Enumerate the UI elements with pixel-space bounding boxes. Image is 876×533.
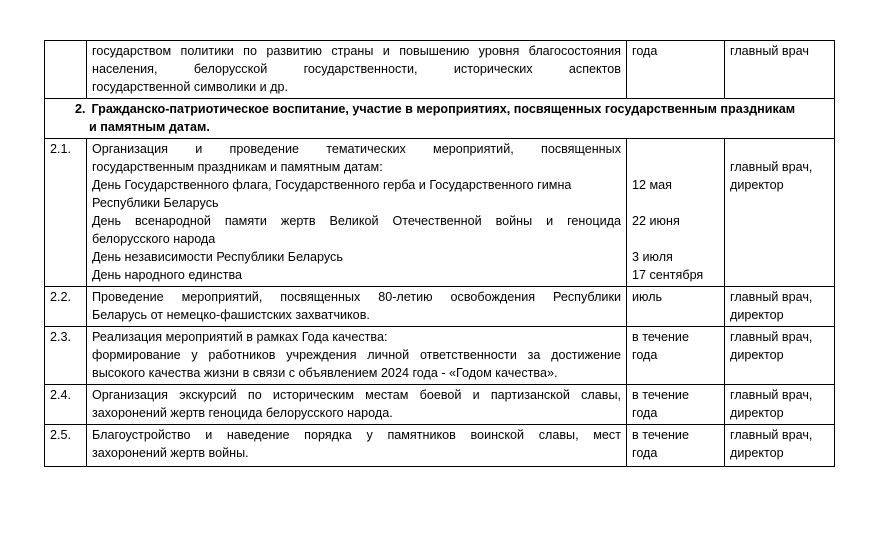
text-line: высокого качества жизни в связи с объявлением 2024 года - «Годом качества».	[92, 366, 558, 380]
event-line: белорусского народа	[92, 232, 216, 246]
cell-text	[87, 41, 627, 99]
cell-text	[87, 287, 627, 327]
text-line: Организация экскурсий по историческим местам боевой и партизанской славы,	[92, 388, 621, 402]
text-line: Беларусь от немецко-фашистских захватчиков.	[92, 308, 370, 322]
date-line: года	[632, 406, 658, 420]
responsible-line: главный врач,	[730, 330, 813, 344]
date-line: в течение	[632, 428, 689, 442]
text-line: захоронений жертв войны.	[92, 446, 249, 460]
responsible-line: директор	[730, 446, 784, 460]
table-row	[45, 287, 835, 327]
text-line: захоронений жертв геноцида белорусского народа.	[92, 406, 393, 420]
section-title-line1: Гражданско-патриотическое воспитание, участие в мероприятиях, посвященных государственным праздникам	[91, 102, 796, 116]
date-line: в течение	[632, 330, 689, 344]
text-line: государственной символики и др.	[92, 80, 288, 94]
event-date: 17 сентября	[632, 268, 704, 282]
responsible-line: главный врач,	[730, 428, 813, 442]
section-header-row	[45, 99, 835, 139]
event-line: Республики Беларусь	[92, 196, 219, 210]
section-title	[45, 99, 835, 139]
cell-num: 2.2.	[45, 287, 87, 327]
cell-num: 2.3.	[45, 327, 87, 385]
event-date: 12 мая	[632, 178, 672, 192]
event-line: День Государственного флага, Государственного герба и Государственного гимна	[92, 178, 572, 192]
table-row	[45, 327, 835, 385]
event-line: День народного единства	[92, 268, 243, 282]
cell-text	[87, 327, 627, 385]
event-line: День независимости Республики Беларусь	[92, 250, 343, 264]
text-line: формирование у работников учреждения личной ответственности за достижение	[92, 348, 621, 362]
cell-responsible	[725, 327, 835, 385]
table-row	[45, 139, 835, 287]
text-line: Проведение мероприятий, посвященных 80-летию освобождения Республики	[92, 290, 621, 304]
plan-table	[44, 40, 835, 467]
cell-text	[87, 425, 627, 467]
event-date: 22 июня	[632, 214, 680, 228]
responsible-line: директор	[730, 178, 784, 192]
event-line: День всенародной памяти жертв Великой Отечественной войны и геноцида	[92, 214, 621, 228]
responsible-line: главный врач,	[730, 160, 813, 174]
cell-responsible: главный врач	[725, 41, 835, 99]
cell-date	[627, 425, 725, 467]
cell-date	[627, 327, 725, 385]
responsible-line: главный врач,	[730, 290, 813, 304]
text-line: населения, белорусской государственности, исторических аспектов	[92, 62, 621, 76]
cell-responsible	[725, 385, 835, 425]
date-line: года	[632, 348, 658, 362]
date-line: года	[632, 446, 658, 460]
responsible-line: главный врач,	[730, 388, 813, 402]
event-date: 3 июля	[632, 250, 673, 264]
cell-responsible	[725, 139, 835, 287]
text-line: Благоустройство и наведение порядка у памятников воинской славы, мест	[92, 428, 621, 442]
text-line: государственным праздникам и памятным датам:	[92, 160, 383, 174]
table-row	[45, 385, 835, 425]
responsible-line: директор	[730, 406, 784, 420]
text-line: Организация и проведение тематических мероприятий, посвященных	[92, 142, 621, 156]
cell-num: 2.4.	[45, 385, 87, 425]
responsible-line: директор	[730, 348, 784, 362]
text-line: государством политики по развитию страны и повышению уровня благосостояния	[92, 44, 621, 58]
date-line: в течение	[632, 388, 689, 402]
cell-date: года	[627, 41, 725, 99]
table-row	[45, 425, 835, 467]
cell-num: 2.1.	[45, 139, 87, 287]
cell-date	[627, 385, 725, 425]
cell-responsible	[725, 425, 835, 467]
cell-text	[87, 139, 627, 287]
section-number: 2.	[75, 102, 86, 116]
cell-date: июль	[627, 287, 725, 327]
section-title-line2: и памятным датам.	[89, 120, 210, 134]
table-row-continuation	[45, 41, 835, 99]
cell-num	[45, 41, 87, 99]
cell-responsible	[725, 287, 835, 327]
cell-date	[627, 139, 725, 287]
responsible-line: директор	[730, 308, 784, 322]
cell-text	[87, 385, 627, 425]
cell-num: 2.5.	[45, 425, 87, 467]
text-line: Реализация мероприятий в рамках Года качества:	[92, 330, 388, 344]
